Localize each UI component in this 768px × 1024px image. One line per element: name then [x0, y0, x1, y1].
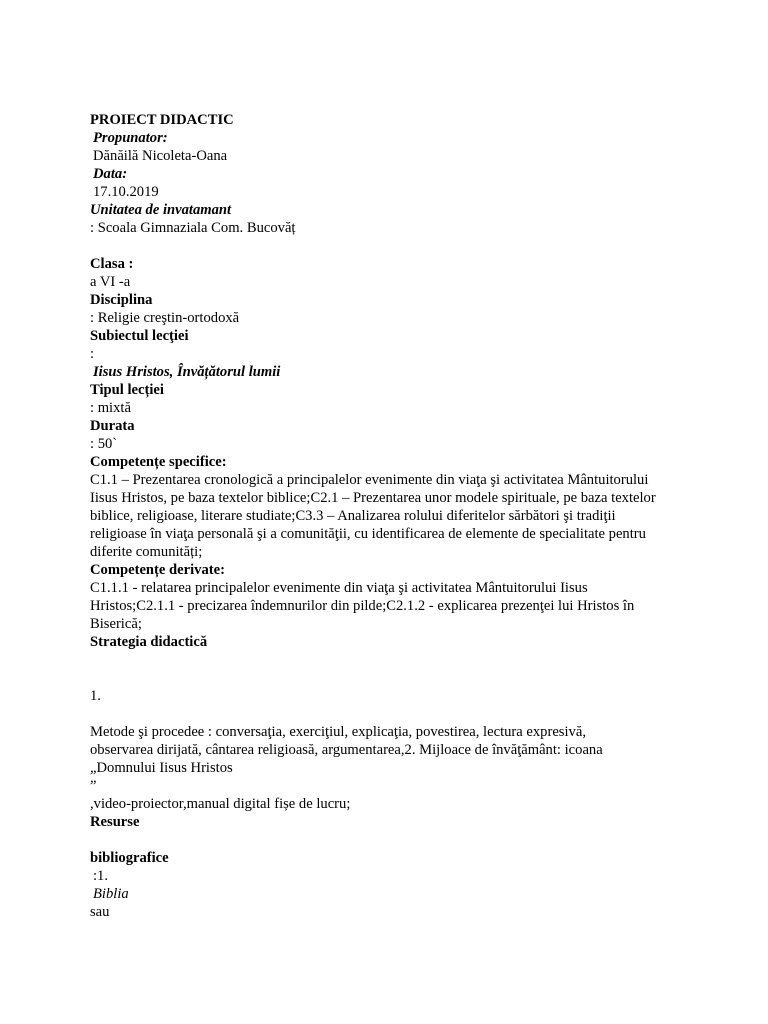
durata-value: : 50`: [90, 436, 118, 452]
competente-specifice-line: Iisus Hristos, pe baza textelor biblice;C2.1 – Prezentarea unor modele spirituale, pe baza textelor: [90, 490, 656, 506]
durata-label: Durata: [90, 418, 135, 434]
competente-specifice-line: biblice, religioase, literare studiate;C3.3 – Analizarea rolului diferitelor sărbători şi tradiţii: [90, 508, 616, 524]
disciplina-label: Disciplina: [90, 292, 153, 308]
data-label: Data:: [93, 166, 128, 182]
tipul-value: : mixtă: [90, 400, 131, 416]
competente-derivate-line: Biserică;: [90, 616, 142, 632]
metode-line: observarea dirijată, cântarea religioasă, argumentarea,2. Mijloace de învăţământ: icoana: [90, 742, 603, 758]
bibliografie-number: :1.: [93, 868, 108, 884]
resurse-label: Resurse: [90, 814, 140, 830]
document-body: [90, 111, 690, 921]
propunator-label: Propunator:: [93, 130, 168, 146]
bibliografice-label: bibliografice: [90, 850, 169, 866]
item-number: 1.: [90, 688, 101, 704]
competente-derivate-line: C1.1.1 - relatarea principalelor evenimente din viaţa şi activitatea Mântuitorului Iisus: [90, 580, 588, 596]
subiectul-colon: :: [90, 346, 95, 362]
sau-text: sau: [90, 904, 110, 920]
spacer: [90, 705, 690, 723]
data-value: 17.10.2019: [93, 184, 159, 200]
competente-specifice-line: diferite comunități;: [90, 544, 203, 560]
propunator-value: Dănăilă Nicoleta-Oana: [93, 148, 228, 164]
metode-line: Metode şi procedee : conversaţia, exerciţiul, explicaţia, povestirea, lectura expresivă,: [90, 724, 586, 740]
metode-line: „Domnului Iisus Hristos: [90, 760, 233, 776]
metode-line: ,video-proiector,manual digital fișe de lucru;: [90, 796, 351, 812]
unitatea-label: Unitatea de invatamant: [90, 202, 232, 218]
competente-specifice-line: religioase în viaţa personală şi a comunităţii, cu identificarea de elemente de specialitate pentru: [90, 526, 646, 542]
biblia-title: Biblia: [93, 886, 129, 902]
spacer: [90, 831, 690, 849]
disciplina-value: : Religie creştin-ortodoxă: [90, 310, 240, 326]
tipul-label: Tipul lecției: [90, 382, 164, 398]
clasa-value: a VI -a: [90, 274, 131, 290]
spacer: [90, 651, 690, 687]
closing-quote: ”: [90, 778, 97, 794]
subiectul-value: Iisus Hristos, Învățătorul lumii: [93, 364, 281, 380]
unitatea-value: : Scoala Gimnaziala Com. Bucovăț: [90, 220, 296, 236]
competente-specifice-line: C1.1 – Prezentarea cronologică a principalelor evenimente din viaţa şi activitatea Mântuitorului: [90, 472, 649, 488]
spacer: [90, 237, 690, 255]
competente-specifice-label: Competențe specifice:: [90, 454, 227, 470]
clasa-label: Clasa :: [90, 256, 134, 272]
document-title: PROIECT DIDACTIC: [90, 112, 234, 128]
competente-derivate-label: Competențe derivate:: [90, 562, 225, 578]
competente-derivate-line: Hristos;C2.1.1 - precizarea îndemnurilor din pilde;C2.1.2 - explicarea prezenţei lui Hristos în: [90, 598, 635, 614]
strategia-label: Strategia didactică: [90, 634, 208, 650]
subiectul-label: Subiectul lecţiei: [90, 328, 189, 344]
